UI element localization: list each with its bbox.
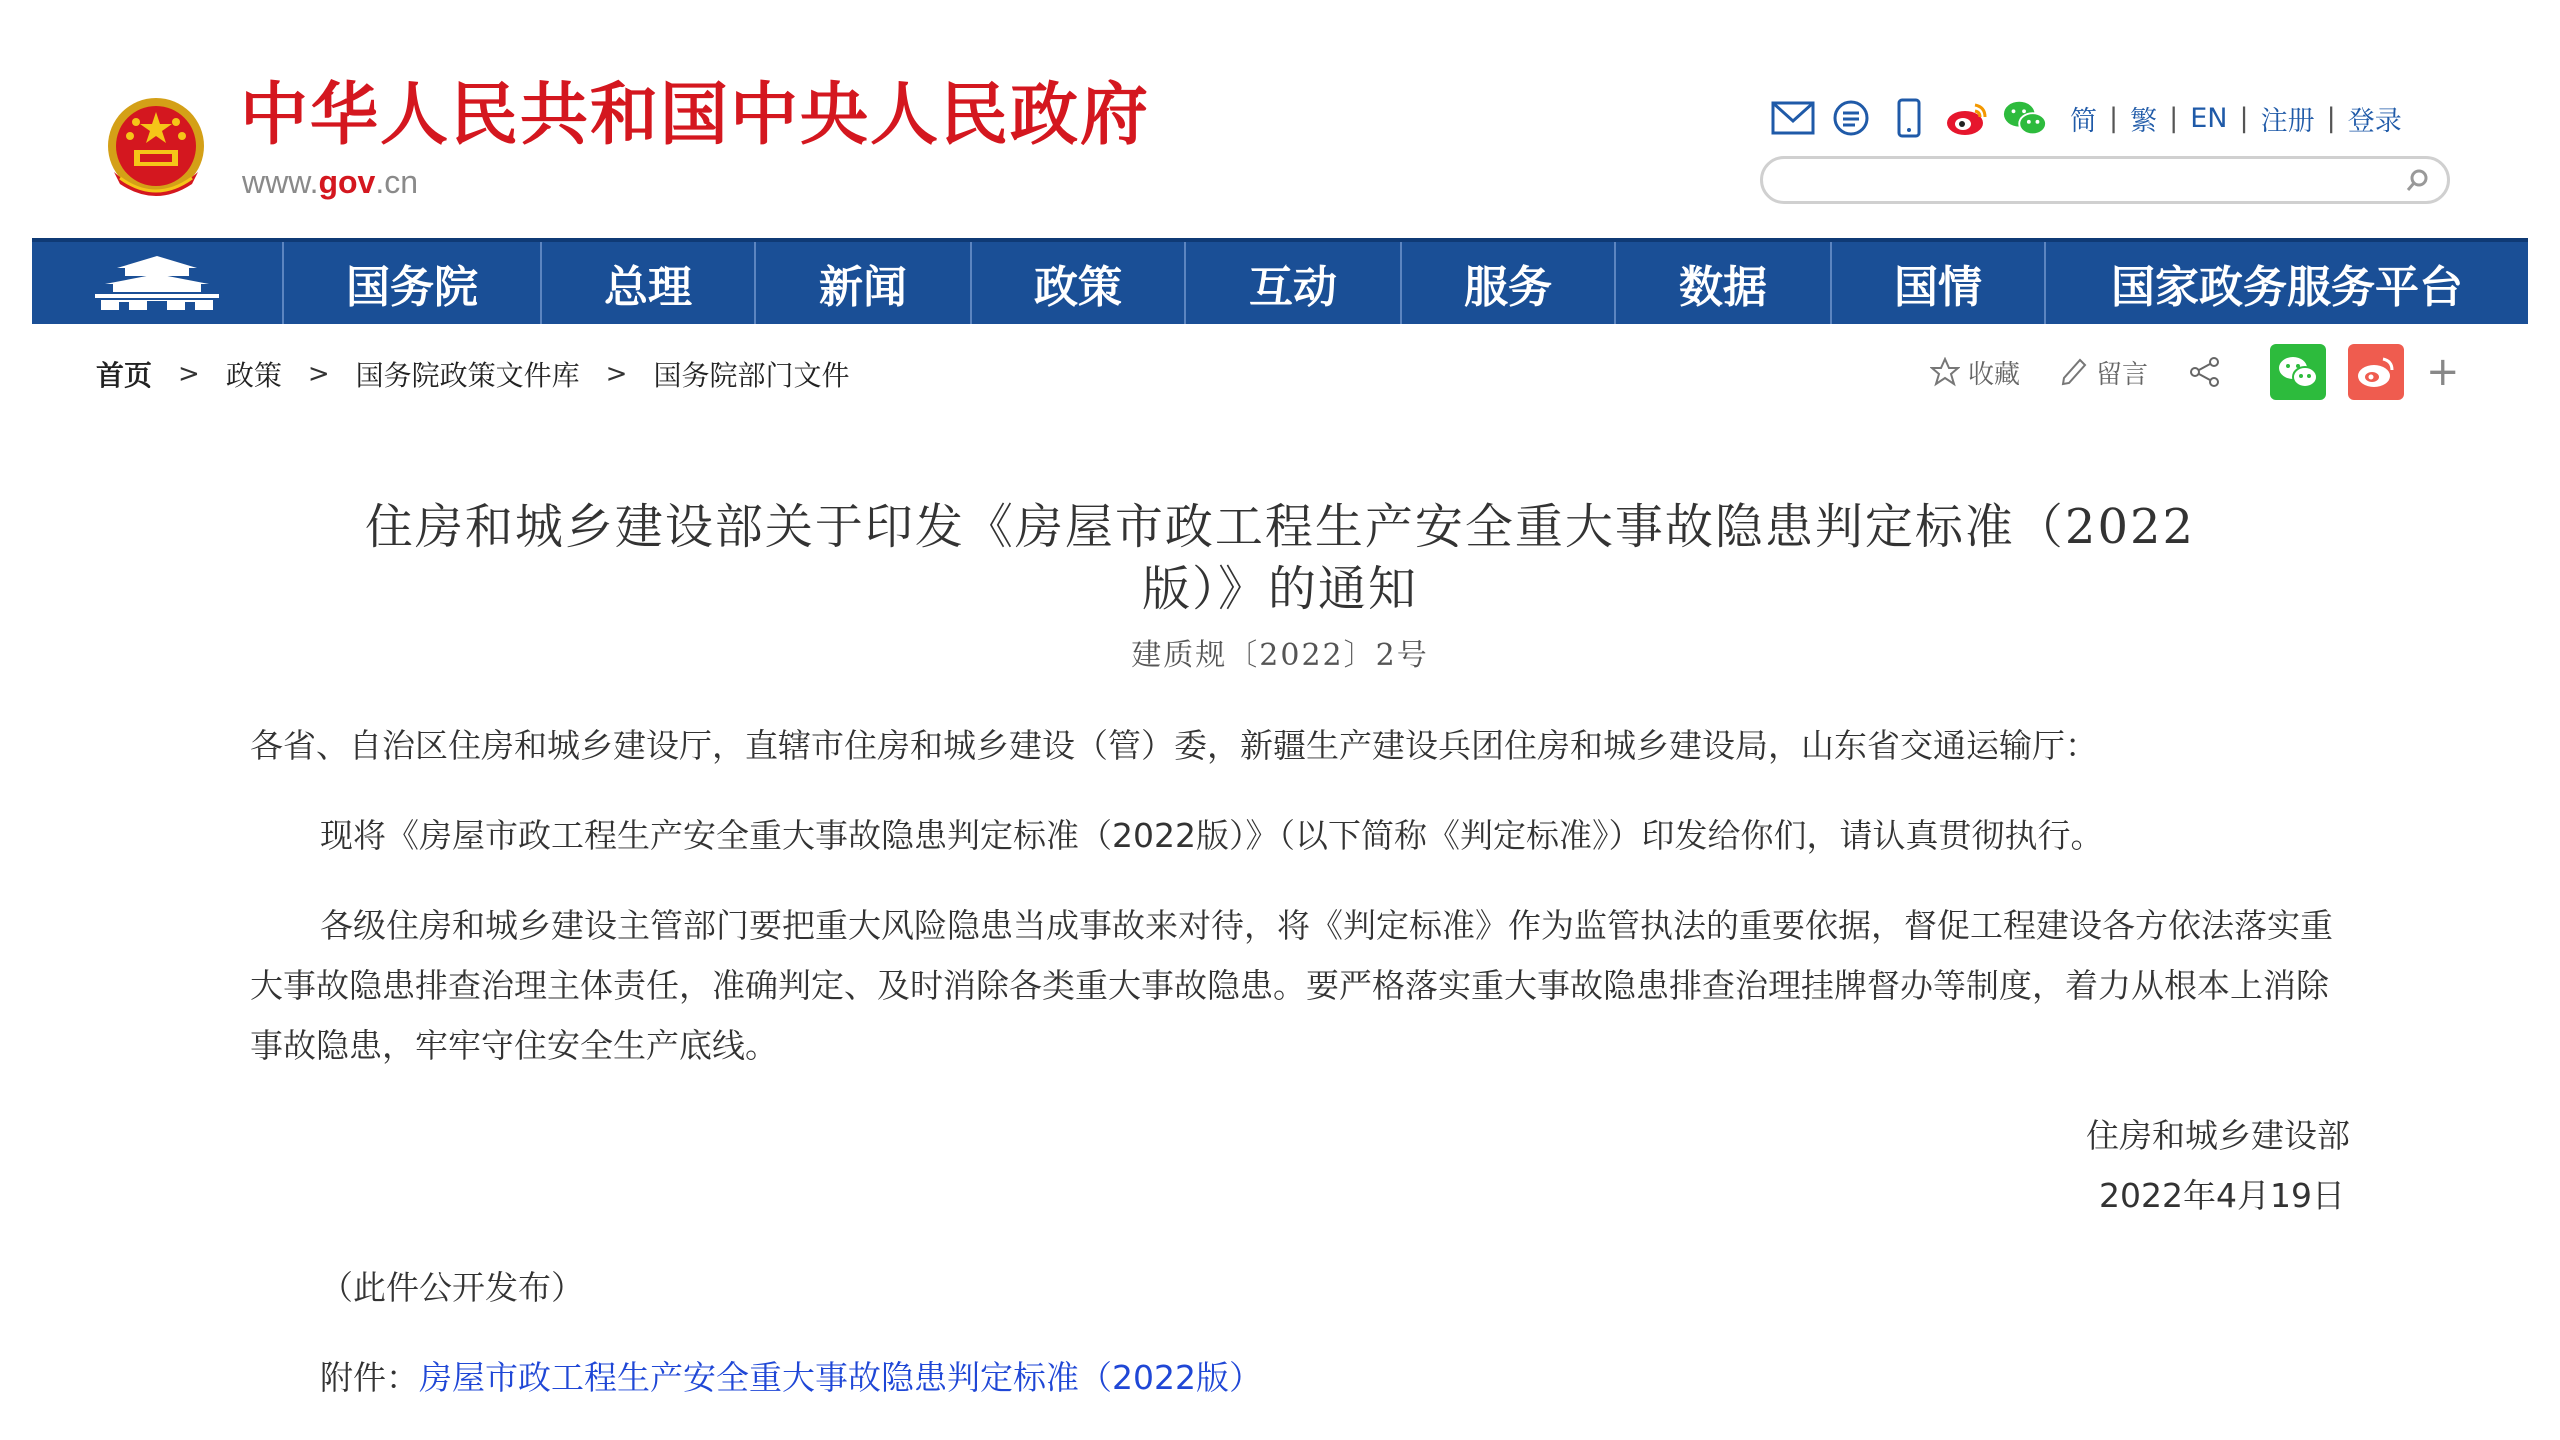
site-header bbox=[0, 0, 2560, 232]
simplified-chinese-link[interactable]: 简 bbox=[2070, 105, 2097, 137]
chevron-right-icon: > bbox=[307, 359, 330, 389]
traditional-chinese-link[interactable]: 繁 bbox=[2130, 105, 2158, 137]
breadcrumb-home[interactable]: 首页 bbox=[96, 359, 153, 392]
attachment-label: 附件： bbox=[320, 1358, 419, 1397]
nav-item-interaction[interactable]: 互动 bbox=[1186, 242, 1402, 324]
chevron-right-icon: > bbox=[605, 359, 628, 389]
comment-label: 留言 bbox=[2096, 359, 2149, 390]
separator: | bbox=[2109, 102, 2119, 134]
favorite-button[interactable] bbox=[1930, 354, 2020, 391]
mobile-icon[interactable] bbox=[1886, 95, 1932, 141]
article-toolbar bbox=[1930, 340, 2460, 404]
utility-bar bbox=[1770, 92, 2402, 144]
public-release-note: （此件公开发布） bbox=[320, 1268, 584, 1307]
search-input[interactable] bbox=[1783, 163, 2387, 199]
rss-icon[interactable] bbox=[1828, 95, 1874, 141]
wechat-icon[interactable] bbox=[2002, 95, 2048, 141]
weibo-icon[interactable] bbox=[1944, 95, 1990, 141]
nav-item-government-service-platform[interactable]: 国家政务服务平台 bbox=[2111, 262, 2463, 313]
nav-item-policy[interactable]: 政策 bbox=[972, 242, 1186, 324]
article-salutation: 各省、自治区住房和城乡建设厅，直辖市住房和城乡建设（管）委，新疆生产建设兵团住房和城乡建设局，山东省交通运输厅： bbox=[250, 726, 2098, 765]
signoff-organization: 住房和城乡建设部 bbox=[2086, 1116, 2350, 1155]
signoff-date: 2022年4月19日 bbox=[2099, 1176, 2345, 1215]
comment-button[interactable] bbox=[2060, 354, 2148, 391]
register-link[interactable]: 注册 bbox=[2260, 105, 2315, 137]
breadcrumb-policy[interactable]: 政策 bbox=[225, 359, 282, 392]
login-link[interactable]: 登录 bbox=[2347, 105, 2402, 137]
separator: | bbox=[2326, 102, 2336, 134]
more-share-icon[interactable]: + bbox=[2426, 349, 2460, 395]
breadcrumb-department-docs[interactable]: 国务院部门文件 bbox=[653, 359, 850, 392]
search-box bbox=[1760, 156, 2450, 204]
nav-item-state-council[interactable]: 国务院 bbox=[284, 242, 542, 324]
nav-item-national-info[interactable]: 国情 bbox=[1832, 242, 2046, 324]
separator: | bbox=[2239, 102, 2249, 134]
nav-item-premier[interactable]: 总理 bbox=[542, 242, 756, 324]
breadcrumb-policy-library[interactable]: 国务院政策文件库 bbox=[355, 359, 580, 392]
search-icon[interactable] bbox=[2403, 165, 2433, 195]
star-icon bbox=[1930, 357, 1960, 387]
attachment bbox=[320, 1352, 1262, 1399]
nav-home-button[interactable] bbox=[32, 242, 284, 324]
separator: | bbox=[2169, 102, 2179, 134]
favorite-label: 收藏 bbox=[1968, 359, 2021, 390]
breadcrumb bbox=[96, 354, 849, 394]
article-paragraph-1: 现将《房屋市政工程生产安全重大事故隐患判定标准（2022版）》（以下简称《判定标准》）印发给你们，请认真贯彻执行。 bbox=[320, 816, 2104, 855]
article-title-line2: 版）》的通知 bbox=[1141, 561, 1418, 617]
weibo-icon bbox=[2356, 355, 2396, 389]
article-title-line1: 住房和城乡建设部关于印发《房屋市政工程生产安全重大事故隐患判定标准（2022 bbox=[364, 499, 2196, 555]
article-paragraph-2: 各级住房和城乡建设主管部门要把重大风险隐患当成事故来对待，将《判定标准》作为监管执法的重要依据，督促工程建设各方依法落实重大事故隐患排查治理主体责任，准确判定、及时消除各类重大事故隐患。要严格落实重大事故隐患排查治理挂牌督办等制度，着力从根本上消除事故隐患，牢牢守住安全生产底线。 bbox=[250, 906, 2333, 1065]
site-domain[interactable] bbox=[242, 166, 418, 198]
attachment-link[interactable]: 房屋市政工程生产安全重大事故隐患判定标准（2022版） bbox=[419, 1358, 1262, 1397]
share-weibo-button[interactable] bbox=[2348, 344, 2404, 400]
nav-item-news[interactable]: 新闻 bbox=[756, 242, 972, 324]
nav-item-data[interactable]: 数据 bbox=[1616, 242, 1832, 324]
english-link[interactable]: EN bbox=[2190, 102, 2228, 134]
article-title bbox=[250, 496, 2310, 620]
share-wechat-button[interactable] bbox=[2270, 344, 2326, 400]
domain-prefix: www. bbox=[242, 164, 319, 200]
domain-highlight: gov bbox=[318, 164, 376, 200]
share-icon[interactable] bbox=[2188, 355, 2230, 389]
pen-icon bbox=[2060, 357, 2088, 387]
main-nav bbox=[32, 238, 2528, 324]
wechat-icon bbox=[2277, 354, 2319, 390]
utility-links bbox=[2070, 99, 2402, 138]
document-number: 建质规〔2022〕2号 bbox=[1131, 638, 1429, 673]
chevron-right-icon: > bbox=[178, 359, 200, 389]
site-title[interactable]: 中华人民共和国中央人民政府 bbox=[240, 76, 1151, 155]
domain-suffix: .cn bbox=[375, 164, 419, 200]
tiananmen-icon bbox=[87, 254, 227, 312]
mail-icon[interactable] bbox=[1770, 95, 1816, 141]
national-emblem-icon[interactable] bbox=[100, 92, 212, 210]
nav-item-services[interactable]: 服务 bbox=[1402, 242, 1616, 324]
